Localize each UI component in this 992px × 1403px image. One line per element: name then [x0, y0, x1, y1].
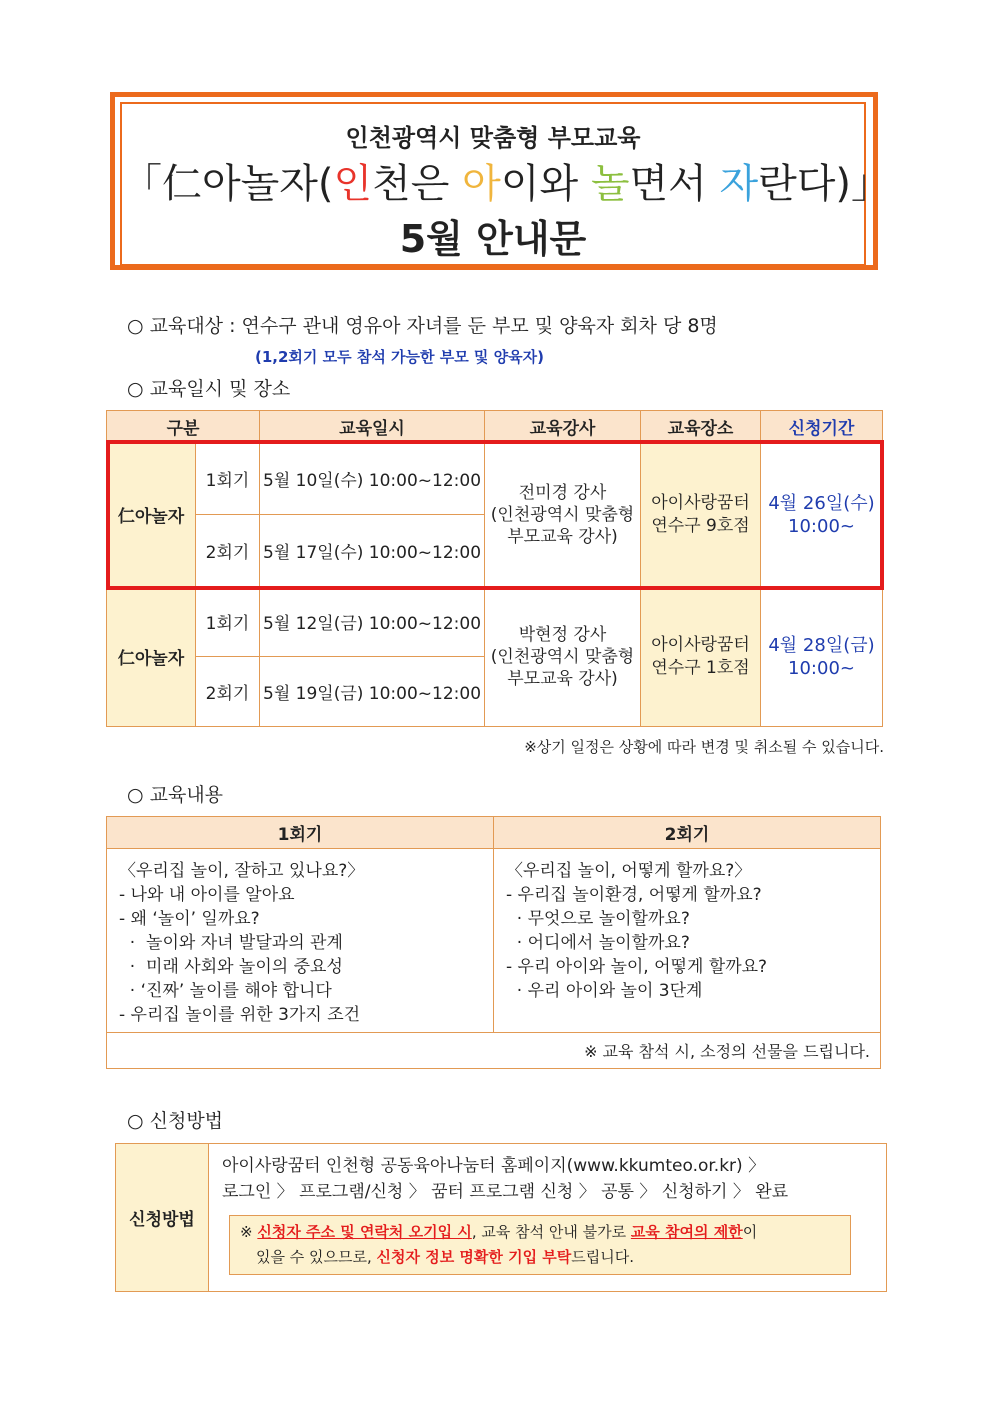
- table-row: [107, 587, 883, 657]
- session-date: 5월 12일(금) 10:00~12:00: [260, 587, 485, 657]
- header-instructor: 교육강사: [485, 411, 641, 443]
- session-date: 5월 19일(금) 10:00~12:00: [260, 657, 485, 727]
- apply-label: 신청방법: [116, 1144, 209, 1292]
- instructor-cell: 전미경 강사 (인천광역시 맞춤형 부모교육 강사): [485, 443, 641, 587]
- place-cell: 아이사랑꿈터 연수구 9호점: [641, 443, 761, 587]
- period-cell: 4월 28일(금) 10:00~: [761, 587, 883, 727]
- gift-note: ※ 교육 참석 시, 소정의 선물을 드립니다.: [107, 1033, 881, 1069]
- target-label: ○ 교육대상 : 연수구 관내 영유아 자녀를 둔 부모 및 양육자 회차 당 8명: [127, 315, 718, 337]
- content-session-2: 〈우리집 놀이, 어떻게 할까요?〉 - 우리집 놀이환경, 어떻게 할까요? · 무엇으로 놀이할까요? · 어디에서 놀이할까요? - 우리 아이와 놀이, 어떻게 할까요? · 우리 아이와 놀이 3단계: [494, 849, 881, 1033]
- place-cell: 아이사랑꿈터 연수구 1호점: [641, 587, 761, 727]
- period-cell: 4월 26일(수) 10:00~: [761, 443, 883, 587]
- title-box: [120, 102, 891, 266]
- apply-line-2: 로그인 〉 프로그램/신청 〉 꿈터 프로그램 신청 〉 공통 〉 신청하기 〉 완료: [222, 1182, 789, 1202]
- title-line-2: 「仁아놀자(인천은 아이와 놀면서 자란다)」: [122, 161, 891, 207]
- apply-table: [115, 1143, 887, 1292]
- session-no: 1회기: [196, 443, 260, 515]
- header-place: 교육장소: [641, 411, 761, 443]
- program-name: 仁아놀자: [107, 443, 196, 587]
- schedule-header-row: [107, 411, 883, 443]
- program-name: 仁아놀자: [107, 587, 196, 727]
- apply-heading: ○ 신청방법: [127, 1110, 224, 1132]
- content-table: [106, 816, 881, 1069]
- content-header-row: [107, 817, 881, 849]
- session-no: 2회기: [196, 515, 260, 587]
- content-header-2: 2회기: [494, 817, 881, 849]
- table-row: [116, 1144, 887, 1292]
- header-category: 구분: [107, 411, 260, 443]
- title-line-1: 인천광역시 맞춤형 부모교육: [345, 124, 641, 152]
- target-note: (1,2회기 모두 참석 가능한 부모 및 양육자): [255, 348, 544, 366]
- content-session-1: 〈우리집 놀이, 잘하고 있나요?〉 - 나와 내 아이를 알아요 - 왜 ‘놀이’ 일까요? · 놀이와 자녀 발달과의 관계 · 미래 사회와 놀이의 중요성 · ‘진짜’ 놀이를 해야 합니다 - 우리집 놀이를 위한 3가지 조건: [107, 849, 494, 1033]
- session-no: 2회기: [196, 657, 260, 727]
- content-heading: ○ 교육내용: [127, 784, 224, 806]
- session-no: 1회기: [196, 587, 260, 657]
- schedule-table: [106, 410, 883, 727]
- title-line-3: 5월 안내문: [399, 217, 587, 261]
- table-row: [107, 443, 883, 515]
- table-row: [107, 849, 881, 1033]
- session-date: 5월 10일(수) 10:00~12:00: [260, 443, 485, 515]
- session-date: 5월 17일(수) 10:00~12:00: [260, 515, 485, 587]
- apply-warning: ※ 신청자 주소 및 연락처 오기입 시, 교육 참석 안내 불가로 교육 참여의 제한이 있을 수 있으므로, 신청자 정보 명확한 기입 부탁드립니다.: [229, 1215, 851, 1275]
- content-header-1: 1회기: [107, 817, 494, 849]
- schedule-footnote: ※상기 일정은 상황에 따라 변경 및 취소될 수 있습니다.: [524, 738, 884, 756]
- table-row: [107, 1033, 881, 1069]
- schedule-heading: ○ 교육일시 및 장소: [127, 378, 291, 400]
- header-datetime: 교육일시: [260, 411, 485, 443]
- header-period: 신청기간: [761, 411, 883, 443]
- apply-content: [209, 1144, 887, 1292]
- instructor-cell: 박현정 강사 (인천광역시 맞춤형 부모교육 강사): [485, 587, 641, 727]
- apply-line-1: 아이사랑꿈터 인천형 공동육아나눔터 홈페이지(www.kkumteo.or.kr) 〉: [222, 1156, 766, 1176]
